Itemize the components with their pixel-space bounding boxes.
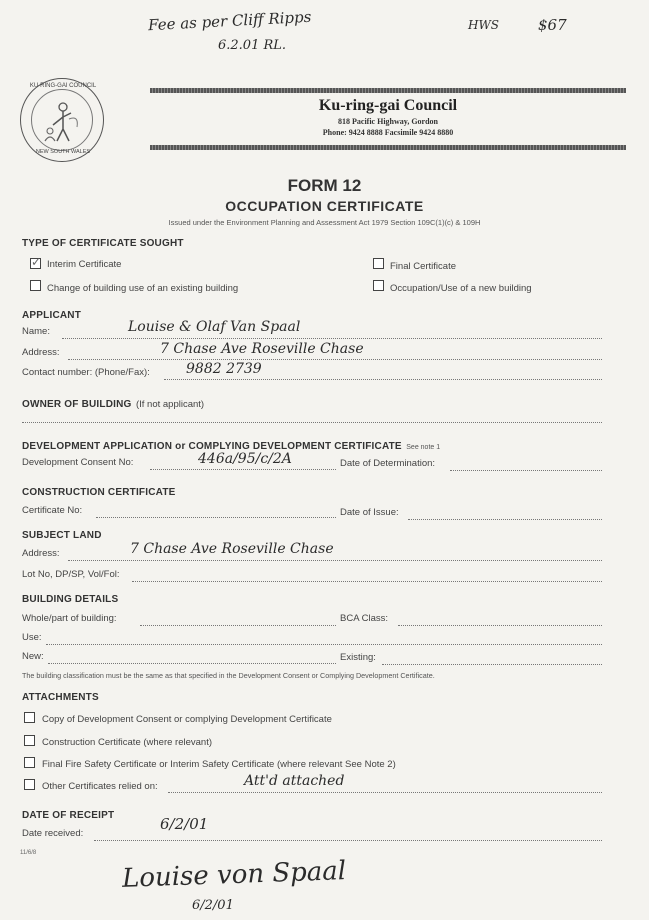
receipt-heading: DATE OF RECEIPT xyxy=(22,810,115,821)
lot-number-label: Lot No, DP/SP, Vol/Fol: xyxy=(22,569,120,580)
date-received-value: 6/2/01 xyxy=(160,815,209,833)
handwritten-date-note: 6.2.01 RL. xyxy=(218,38,287,53)
development-consent-copy-checkbox[interactable] xyxy=(24,712,35,723)
determination-date-line[interactable] xyxy=(450,470,602,471)
consent-number-value: 446a/95/c/2A xyxy=(198,451,292,467)
owner-heading xyxy=(22,394,204,412)
applicant-heading: APPLICANT xyxy=(22,310,82,321)
development-consent-copy-label: Copy of Development Consent or complying Development Certificate xyxy=(42,714,332,725)
lot-number-line[interactable] xyxy=(132,581,602,582)
council-seal-logo xyxy=(20,78,104,162)
form-code: 11/6/8 xyxy=(20,850,37,856)
final-certificate-checkbox[interactable] xyxy=(373,258,384,269)
land-address-label: Address: xyxy=(22,548,60,559)
fire-safety-certificate-label: Final Fire Safety Certificate or Interim Safety Certificate (where relevant See Note 2) xyxy=(42,759,396,770)
development-heading-text: DEVELOPMENT APPLICATION or COMPLYING DEVELOPMENT CERTIFICATE xyxy=(22,441,402,452)
new-building-checkbox[interactable] xyxy=(373,280,384,291)
new-label: New: xyxy=(22,651,44,662)
handwritten-fee-note: Fee as per Cliff Ripps xyxy=(147,7,312,35)
consent-number-line[interactable] xyxy=(150,469,336,470)
whole-part-label: Whole/part of building: xyxy=(22,613,117,624)
date-received-label: Date received: xyxy=(22,828,84,839)
development-heading-note: See note 1 xyxy=(406,444,441,451)
construction-certificate-checkbox[interactable] xyxy=(24,735,35,746)
determination-date-label: Date of Determination: xyxy=(340,458,436,469)
certificate-number-label: Certificate No: xyxy=(22,505,83,516)
other-certificates-value: Att'd attached xyxy=(244,773,345,789)
owner-heading-text: OWNER OF BUILDING xyxy=(22,399,132,410)
consent-number-label: Development Consent No: xyxy=(22,457,134,468)
handwritten-reference: HWS xyxy=(468,18,500,32)
applicant-address-value: 7 Chase Ave Roseville Chase xyxy=(160,341,364,357)
existing-label: Existing: xyxy=(340,652,376,663)
handwritten-fee: $67 xyxy=(538,16,567,34)
interim-certificate-label: Interim Certificate xyxy=(47,259,122,270)
final-certificate-label: Final Certificate xyxy=(390,261,456,272)
seal-figure-icon xyxy=(39,99,85,143)
cert-type-heading: TYPE OF CERTIFICATE SOUGHT xyxy=(22,238,184,249)
council-address: 818 Pacific Highway, Gordon xyxy=(338,117,438,126)
applicant-address-label: Address: xyxy=(22,347,60,358)
whole-part-line[interactable] xyxy=(140,625,336,626)
date-received-line[interactable] xyxy=(94,840,602,841)
signature-date: 6/2/01 xyxy=(192,898,234,913)
council-name: Ku-ring-gai Council xyxy=(318,97,458,114)
bca-class-line[interactable] xyxy=(398,625,602,626)
subject-land-heading: SUBJECT LAND xyxy=(22,530,102,541)
signature: Louise von Spaal xyxy=(121,856,347,894)
attachments-heading: ATTACHMENTS xyxy=(22,692,99,703)
applicant-address-line[interactable] xyxy=(68,359,602,360)
building-details-heading: BUILDING DETAILS xyxy=(22,594,119,605)
building-classification-note: The building classification must be the same as that specified in the Development Consent or Complying Development Certificate. xyxy=(22,671,435,680)
council-contact: Phone: 9424 8888 Facsimile 9424 8880 xyxy=(322,128,454,137)
applicant-name-line[interactable] xyxy=(62,338,602,339)
issue-date-label: Date of Issue: xyxy=(340,507,399,518)
other-certificates-label: Other Certificates relied on: xyxy=(42,781,158,792)
use-line[interactable] xyxy=(46,644,602,645)
seal-text-bottom: NEW SOUTH WALES xyxy=(35,149,91,155)
new-line[interactable] xyxy=(48,663,336,664)
owner-heading-note: (If not applicant) xyxy=(135,399,205,410)
change-of-use-label: Change of building use of an existing building xyxy=(47,283,239,294)
land-address-value: 7 Chase Ave Roseville Chase xyxy=(130,541,334,557)
other-certificates-line[interactable] xyxy=(168,792,602,793)
change-of-use-checkbox[interactable] xyxy=(30,280,41,291)
bca-class-label: BCA Class: xyxy=(340,613,389,624)
fire-safety-certificate-checkbox[interactable] xyxy=(24,757,35,768)
certificate-number-line[interactable] xyxy=(96,517,336,518)
use-label: Use: xyxy=(22,632,42,643)
new-building-label: Occupation/Use of a new building xyxy=(390,283,532,294)
form-title: OCCUPATION CERTIFICATE xyxy=(225,198,424,214)
construction-heading: CONSTRUCTION CERTIFICATE xyxy=(22,487,176,498)
construction-certificate-label: Construction Certificate (where relevant) xyxy=(42,737,213,748)
contact-number-line[interactable] xyxy=(164,379,602,380)
header-rule-bottom xyxy=(150,145,626,150)
interim-certificate-checkbox[interactable] xyxy=(30,258,41,269)
applicant-name-value: Louise & Olaf Van Spaal xyxy=(128,319,301,335)
seal-text-top: KU-RING-GAI COUNCIL xyxy=(29,83,97,89)
land-address-line[interactable] xyxy=(68,560,602,561)
other-certificates-checkbox[interactable] xyxy=(24,779,35,790)
form-subtitle: Issued under the Environment Planning and Assessment Act 1979 Section 109C(1)(c) & 109H xyxy=(168,218,481,227)
issue-date-line[interactable] xyxy=(408,519,602,520)
applicant-name-label: Name: xyxy=(22,326,50,337)
contact-number-label: Contact number: (Phone/Fax): xyxy=(22,367,150,378)
form-number: FORM 12 xyxy=(287,176,362,195)
owner-line[interactable] xyxy=(22,422,602,423)
existing-line[interactable] xyxy=(382,664,602,665)
contact-number-value: 9882 2739 xyxy=(186,361,262,377)
header-rule-top xyxy=(150,88,626,93)
